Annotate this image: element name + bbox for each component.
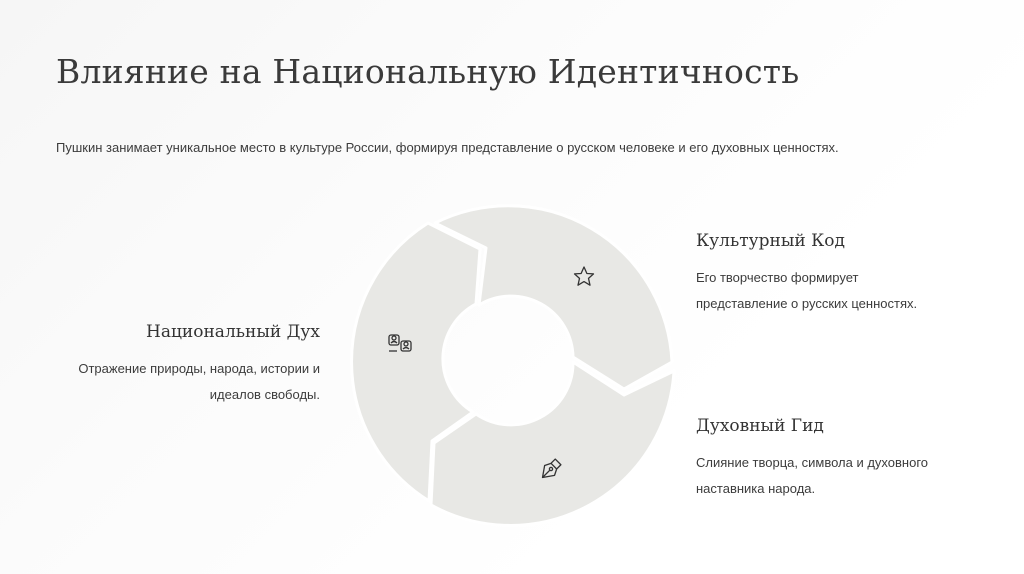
cycle-segment-spirit — [431, 362, 674, 525]
block-cultural-code — [696, 231, 996, 317]
slide-title: Влияние на Национальную Идентичность — [56, 52, 800, 91]
block-heading: Культурный Код — [696, 231, 845, 251]
block-heading: Национальный Дух — [146, 322, 320, 342]
slide-subtitle: Пушкин занимает уникальное место в культуре России, формируя представление о русском человеке и его духовных ценностях. — [56, 140, 839, 155]
block-text-line: Его творчество формирует — [696, 270, 859, 285]
block-text-line: представление о русских ценностях. — [696, 296, 918, 311]
block-text-line: идеалов свободы. — [209, 387, 320, 402]
block-heading: Духовный Гид — [696, 416, 824, 436]
block-text-line: Отражение природы, народа, истории и — [78, 361, 320, 376]
block-text-line: Слияние творца, символа и духовного — [696, 455, 929, 470]
block-text-line: наставника народа. — [696, 481, 816, 496]
block-text — [696, 265, 996, 317]
block-text — [20, 356, 320, 408]
block-text — [696, 450, 996, 502]
block-national-spirit — [20, 322, 320, 408]
block-spiritual-guide — [696, 416, 996, 502]
cycle-diagram — [348, 199, 676, 527]
